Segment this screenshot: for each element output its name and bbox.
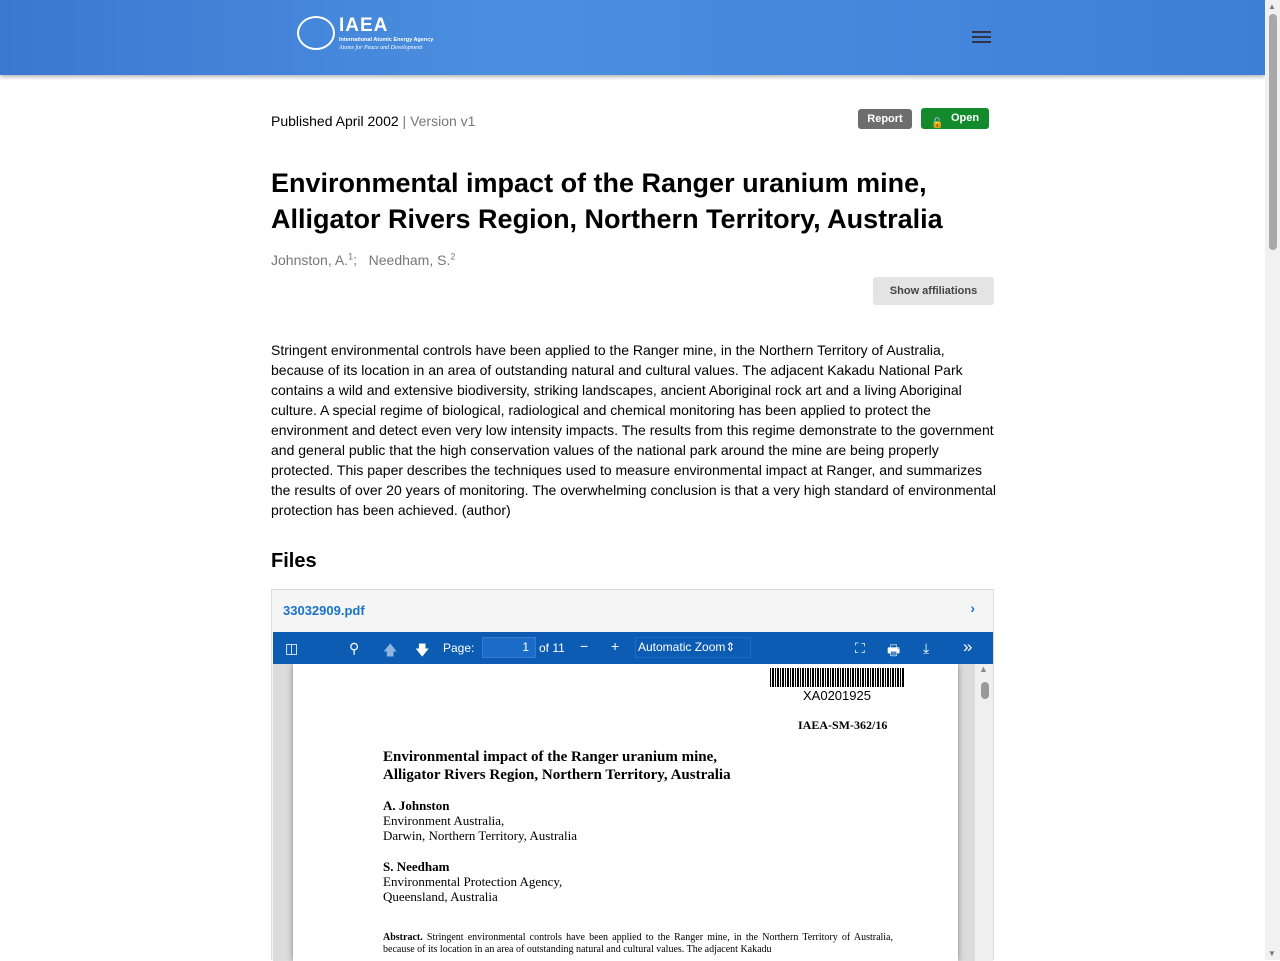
logo-subtitle: International Atomic Energy Agency [339,37,434,43]
show-affiliations-button[interactable]: Show affiliations [873,277,994,305]
zoom-out-icon[interactable]: − [580,638,589,654]
publication-meta: Published April 2002 | Version v1 [271,113,476,129]
download-icon[interactable]: ⤓ [923,640,930,656]
search-icon[interactable]: ⚲ [349,640,360,656]
author-link[interactable]: Johnston, A.$^1$ [271,251,354,268]
next-page-icon[interactable]: 🡇 [415,642,430,658]
pdf-abstract: Abstract. Stringent environmental controls have been applied to the Ranger mine, in the Northern Territory of Australia, because of its location in an area of outstanding natural and cultural values. The adjacent Kakadu [383,932,893,955]
page-number-input[interactable]: 1 [482,637,536,658]
report-number: IAEA-SM-362/16 [798,718,888,732]
page-scrollbar[interactable]: ▲ ▼ [1265,0,1280,960]
barcode [770,668,904,687]
pdf-viewer[interactable] [273,664,993,961]
un-emblem-icon [297,16,335,50]
pdf-page [293,664,958,961]
version: Version v1 [410,113,476,129]
page-count: of 11 [539,641,565,655]
abstract: Stringent environmental controls have been applied to the Ranger mine, in the Northern Territory of Australia, because of its location in an area of outstanding natural and cultural values. The adjacent Kakadu National Park contains a wild and extensive biodiversity, striking landscapes, ancient Aboriginal rock art and a living Aboriginal culture. A special regime of biological, radiological and chemical monitoring has been applied to protect the environment and detect even very low intensity impacts. The results from this regime demonstrate to the government and general public that the high conservation values of the national park around the mine are being properly protected. This paper describes the techniques used to measure environmental impact at Ranger, and summarizes the results of over 20 years of monitoring. The overwhelming conclusion is that a very high standard of environmental protection has been achieved. (author) [271,342,997,518]
viewer-scrollbar[interactable]: ▲ [975,664,993,961]
page-label: Page: [443,641,475,655]
print-icon[interactable]: 🖶 [887,642,901,658]
authors: Johnston, A.$^1$; Needham, S.$^2$ [271,251,456,268]
chevron-right-icon[interactable]: › [970,600,975,616]
zoom-in-icon[interactable]: + [611,638,620,654]
pdf-toolbar [273,632,993,664]
files-panel [271,589,994,960]
report-button[interactable]: Report [858,109,912,129]
previous-page-icon[interactable]: 🡅 [383,642,398,658]
barcode-number: XA0201925 [803,688,871,703]
record-title: Environmental impact of the Ranger uranium mine, Alligator Rivers Region, Northern Territory, Australia [271,168,943,234]
unlock-icon: 🔓 [931,118,944,129]
author-link[interactable]: Needham, S.$^2$ [368,251,456,268]
open-access-button[interactable]: 🔓 Open [921,108,989,129]
logo-name: IAEA [339,15,389,36]
presentation-mode-icon[interactable]: ⛶ [855,640,865,656]
hamburger-menu-icon[interactable] [972,31,991,44]
sidebar-toggle-icon[interactable]: ◫ [285,640,299,656]
zoom-select[interactable]: Automatic Zoom⇕ [635,637,751,658]
pdf-author-block: A. Johnston Environment Australia, Darwin, Northern Territory, Australia [383,798,578,843]
iaea-logo[interactable] [297,16,433,51]
file-link[interactable]: 33032909.pdf [283,603,365,618]
pdf-author-block: S. Needham Environmental Protection Agency, Queensland, Australia [383,859,563,904]
pdf-title: Environmental impact of the Ranger uranium mine, Alligator Rivers Region, Northern Territory, Australia [383,749,731,783]
logo-tagline: Atoms for Peace and Development [339,45,423,51]
tools-chevron-icon[interactable]: » [963,637,973,656]
site-header [0,0,1265,75]
files-heading: Files [271,550,317,572]
